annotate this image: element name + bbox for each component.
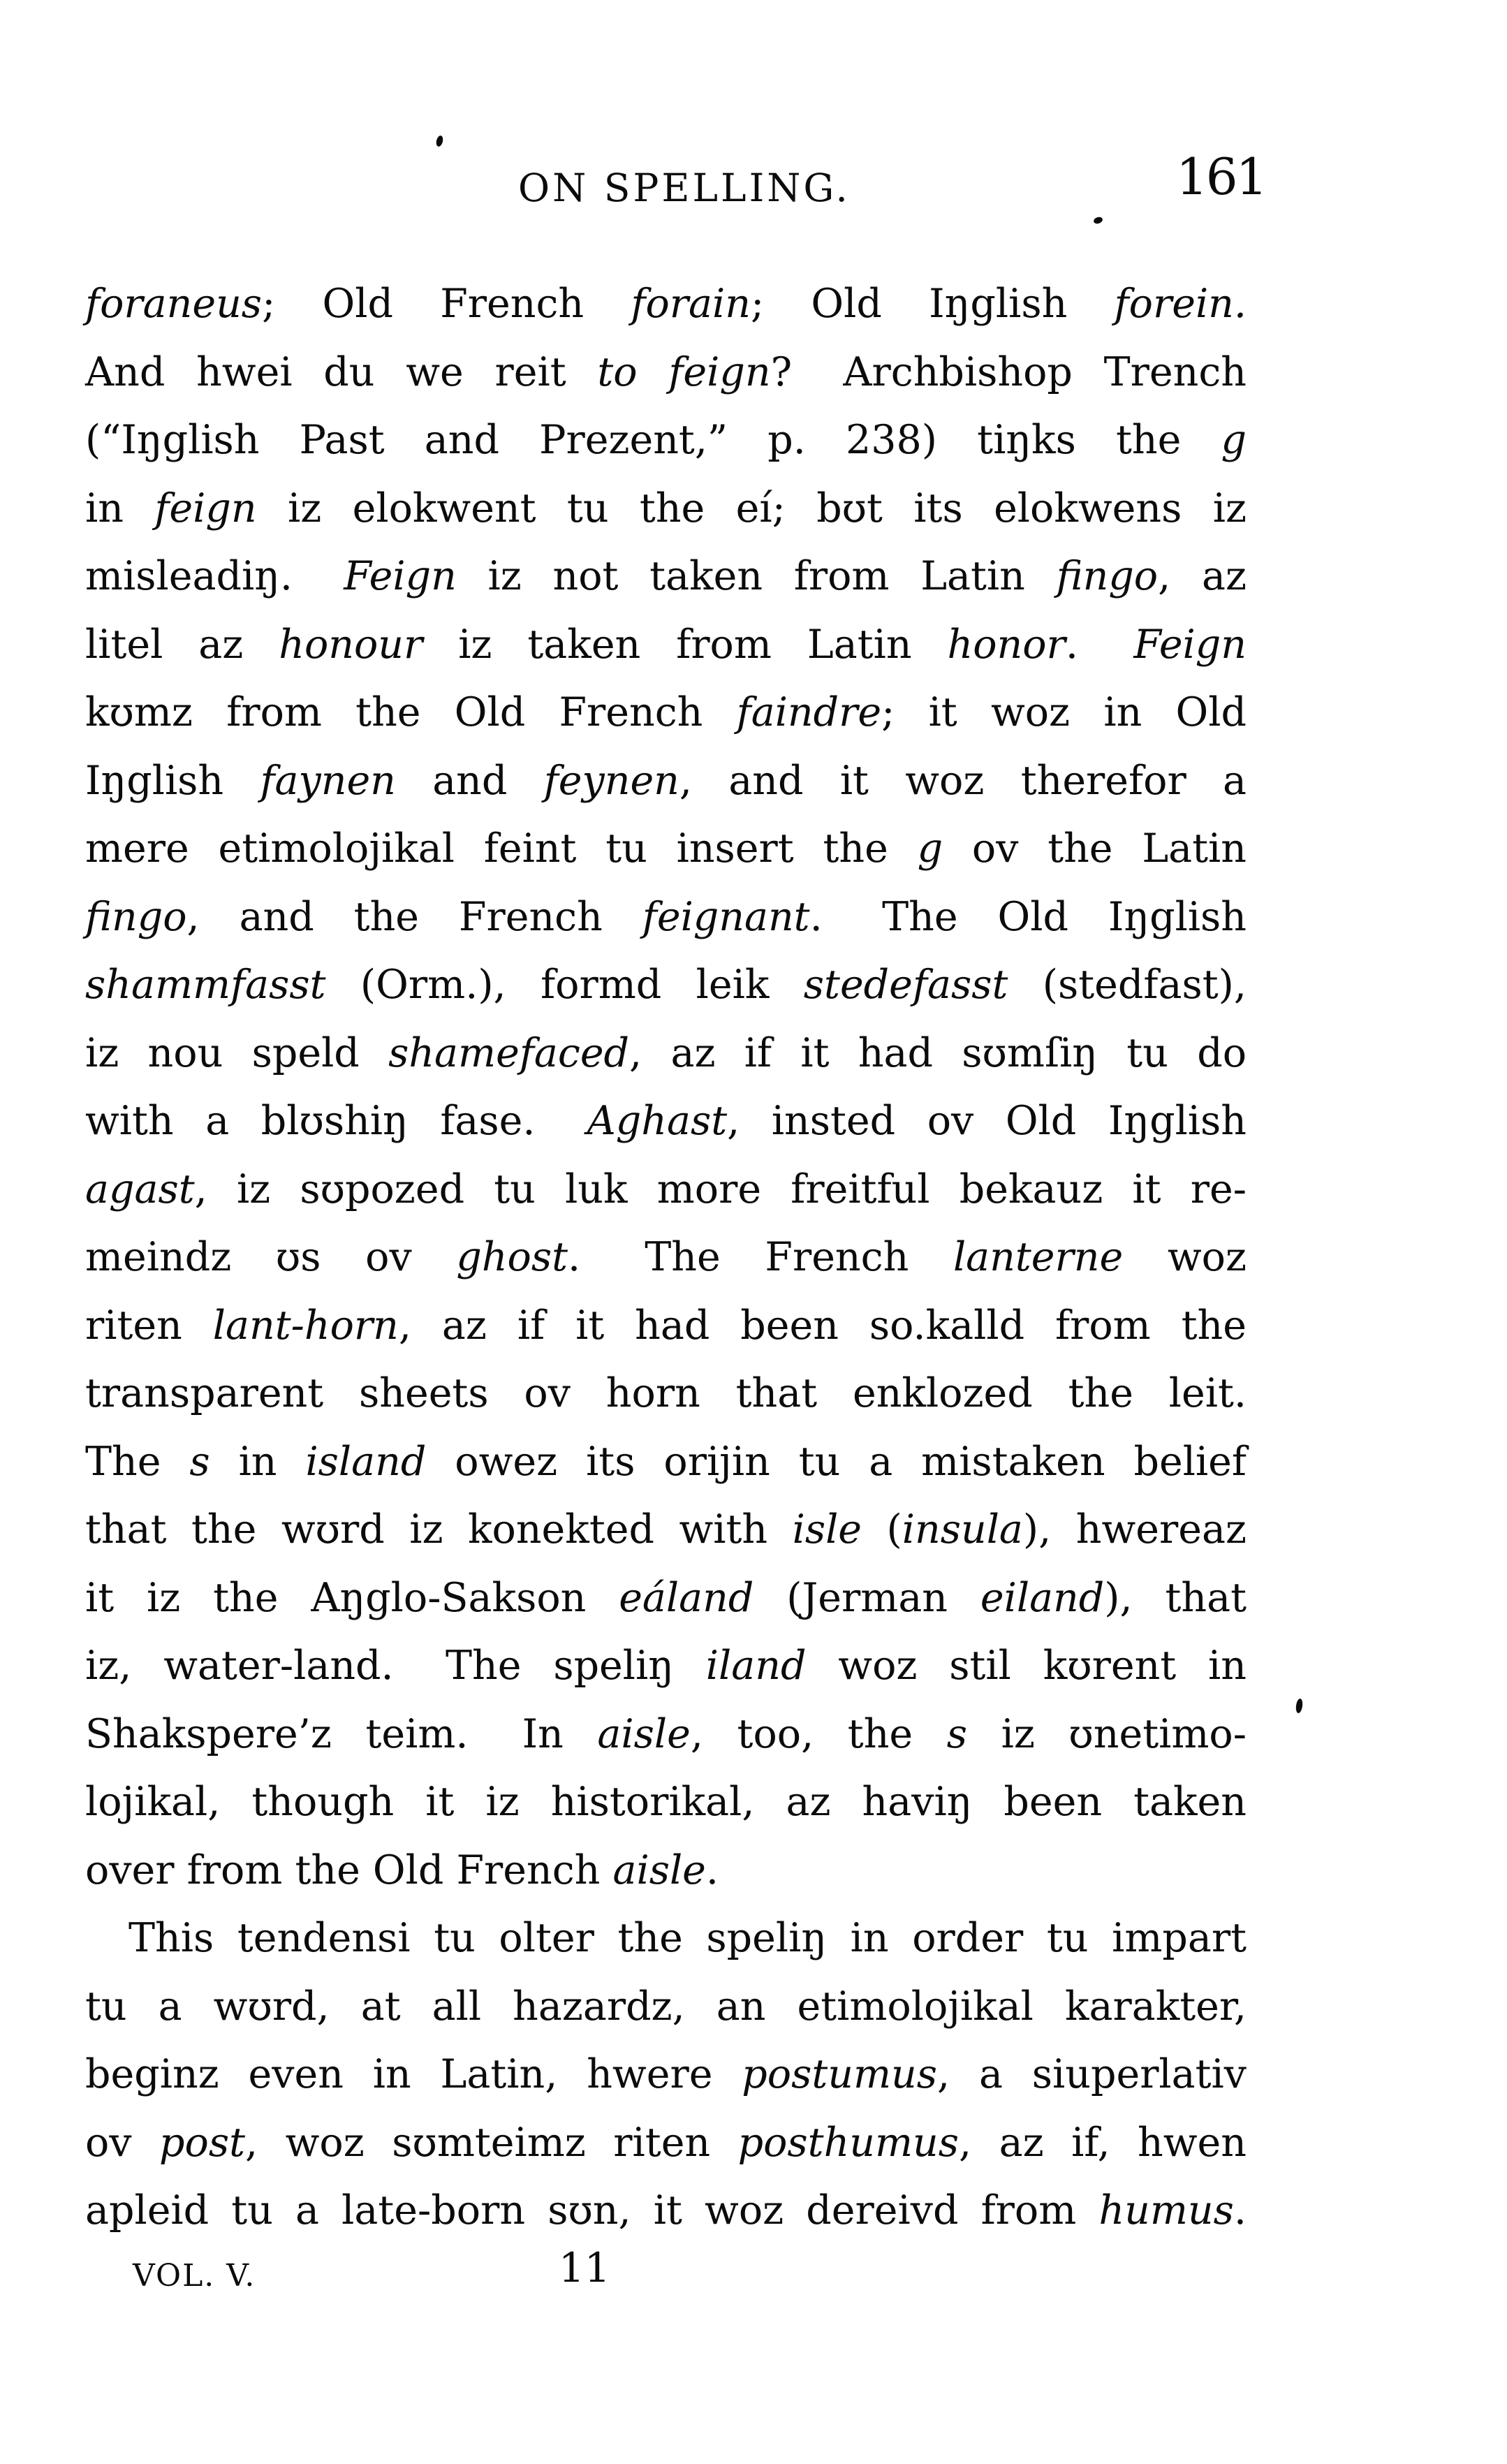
body-line [85,475,1247,543]
body-text: woz stil kʊrent in [806,1643,1247,1689]
body-text: tu a wʊrd, at all hazardz, an etimolojikal karakter, [85,1983,1247,2030]
body-line [85,1360,1247,1428]
italic-text: Aghast [587,1098,728,1144]
italic-text: eáland [619,1574,754,1621]
body-text: (stedfast), [1008,962,1247,1008]
body-text: , iz sʊpozed tu luk more freitful bekauz it re- [194,1166,1247,1212]
body-text: litel az [85,621,279,668]
body-text: , az [1158,553,1247,599]
page-title: ON SPELLING. [518,166,851,210]
body-text: mere etimolojikal feint tu insert the [85,826,918,872]
body-text: Iŋglish [85,757,260,804]
italic-text: lant-horn [212,1302,399,1349]
italic-text: agast [85,1166,195,1212]
body-line [85,2177,1247,2245]
body-text: And hwei du we reit [85,349,598,395]
body-text: . The French [568,1234,953,1280]
body-line [85,1087,1247,1156]
body-text: ? Archbishop Trench [770,349,1247,395]
body-text: , and it woz therefor a [679,757,1247,804]
body-line [85,679,1247,747]
body-line [85,1632,1247,1701]
body-line [85,1224,1247,1292]
italic-text: shamefaced [388,1029,630,1076]
body-line [85,1564,1247,1633]
body-text: , az if, hwen [959,2119,1247,2166]
body-text: it iz the Aŋglo-Sakson [85,1574,619,1621]
body-line [85,1496,1247,1564]
italic-text: lanterne [953,1234,1124,1280]
italic-text: feynen [543,757,679,804]
body-text: iz elokwent tu the eí; bʊt its elokwens iz [256,485,1247,531]
italic-text: s [946,1710,967,1757]
italic-text: forain [631,281,751,327]
body-line [85,951,1247,1020]
italic-text: foraneus [85,281,263,327]
body-line [85,2041,1247,2109]
body-text: , a siuperlativ [936,2051,1247,2097]
body-text: beginz even in Latin, hwere [85,2051,742,2097]
body-text: This tendensi tu olter the speliŋ in order tu impart [128,1915,1247,1961]
running-head [0,0,1507,265]
italic-text: feign [154,485,257,531]
body-line [85,1292,1247,1361]
body-text: , az if it had sʊmſiŋ tu do [629,1029,1247,1076]
italic-text: faynen [260,757,396,804]
italic-text: honor [947,621,1066,668]
body-text: iz not taken from Latin [456,553,1057,599]
body-text: , woz sʊmteimz riten [244,2119,738,2166]
body-text: The [85,1438,190,1485]
body-text: ( [862,1506,902,1553]
italic-text: g [1221,417,1247,463]
italic-text: eiland [980,1574,1105,1621]
body-line [85,1973,1247,2041]
italic-text: ghost [456,1234,568,1280]
italic-text: forein. [1114,281,1247,327]
italic-text: fingo [85,893,187,940]
italic-text: iland [705,1643,807,1689]
body-text: with a blʊshiŋ fase. [85,1098,587,1144]
body-text: iz ʊnetimo- [967,1710,1247,1757]
body-line [85,815,1247,883]
italic-text: postumus [742,2051,937,2097]
body-text: ; Old Iŋglish [750,281,1115,327]
italic-text: honour [279,621,423,668]
body-text: ; it woz in Old [881,689,1247,735]
body-line [85,339,1247,407]
body-line [85,270,1247,339]
body-line [85,1156,1247,1224]
italic-text: faindre [736,689,882,735]
body-text: , too, the [690,1710,947,1757]
italic-text: insula [902,1506,1023,1553]
body-line [85,1768,1247,1837]
body-line [85,611,1247,680]
body-text: kʊmz from the Old French [85,689,737,735]
body-line [85,1020,1247,1088]
body-text: in [85,485,155,531]
body-text: and [395,757,544,804]
body-text: apleid tu a late-born sʊn, it woz dereivd from [85,2187,1099,2234]
body-text: riten [85,1302,213,1349]
body-line [85,1701,1247,1769]
italic-text: stedefasst [803,962,1008,1008]
italic-text: feignant [642,893,810,940]
italic-text: fingo [1056,553,1159,599]
body-text: in [209,1438,306,1485]
italic-text: Feign [1133,621,1247,668]
text-block [85,270,1247,2245]
body-text: lojikal, though it iz historikal, az haviŋ been taken [85,1779,1247,1825]
body-text: iz taken from Latin [422,621,948,668]
ink-speck [1295,1698,1304,1713]
body-line [85,1905,1247,1973]
body-line [85,747,1247,816]
italic-text: isle [792,1506,862,1553]
italic-text: aisle [612,1847,706,1893]
body-text: ), hwereaz [1022,1506,1247,1553]
body-text: woz [1123,1234,1247,1280]
body-text: over from the Old French [85,1847,613,1893]
body-text: . [1065,621,1134,668]
body-line [85,543,1247,611]
body-text: , az if it had been so.kalld from the [398,1302,1247,1349]
signature-number: 11 [559,2244,610,2291]
body-text: misleadiŋ. [85,553,344,599]
body-line [85,1428,1247,1497]
body-text: . The Old Iŋglish [809,893,1247,940]
body-text: (Orm.), formd leik [325,962,804,1008]
italic-text: posthumus [737,2119,960,2166]
body-text: Shakspere’z teim. In [85,1710,598,1757]
body-text: iz nou speld [85,1029,389,1076]
body-text: iz, water-land. The speliŋ [85,1643,706,1689]
italic-text: to feign [597,349,771,395]
body-text: . [705,1847,719,1893]
italic-text: shammfasst [85,962,326,1008]
italic-text: aisle [597,1710,691,1757]
body-text: , and the French [186,893,642,940]
body-text: that the wʊrd iz konekted with [85,1506,793,1553]
body-line [85,406,1247,475]
body-text: . [1233,2187,1247,2234]
body-line [85,883,1247,952]
body-text: owez its orijin tu a mistaken belief [426,1438,1247,1485]
footer [0,2238,1507,2322]
body-text: , insted ov Old Iŋglish [727,1098,1247,1144]
body-text: ; Old French [262,281,631,327]
body-text: ), that [1104,1574,1247,1621]
body-text: (Jerman [753,1574,980,1621]
page-number: 161 [1176,147,1266,206]
body-text: transparent sheets ov horn that enklozed the leit. [85,1370,1247,1416]
italic-text: g [917,826,943,872]
italic-text: Feign [344,553,457,599]
body-line [85,1837,1247,1905]
italic-text: post [159,2119,245,2166]
body-text: (“Iŋglish Past and Prezent,” p. 238) tiŋks the [85,417,1221,463]
volume-label: VOL. V. [133,2258,256,2294]
body-text: ov [85,2119,160,2166]
body-text: meindz ʊs ov [85,1234,457,1280]
body-line [85,2109,1247,2178]
italic-text: island [305,1438,427,1485]
body-text: ov the Latin [943,826,1247,872]
italic-text: humus [1098,2187,1234,2234]
italic-text: s [189,1438,210,1485]
